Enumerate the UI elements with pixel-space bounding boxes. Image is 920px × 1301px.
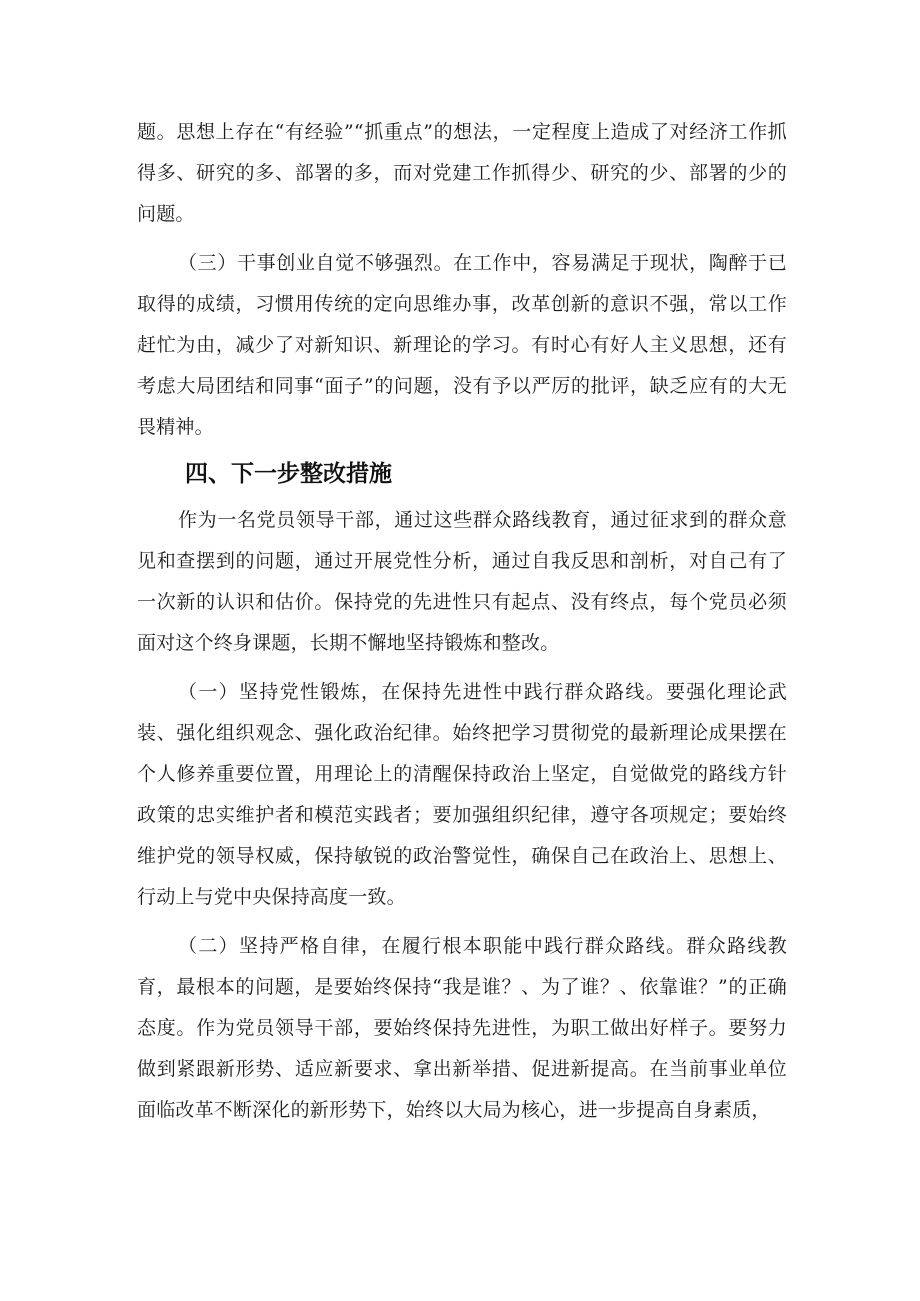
section-heading: 四、下一步整改措施 <box>185 461 392 487</box>
paragraph-intro: 作为一名党员领导干部，通过这些群众路线教育，通过征求到的群众意见和查摆到的问题，通过开展党性分析，通过自我反思和剖析，对自己有了一次新的认识和估价。保持党的先进性只有起点、没有终点，每个党员必须面对这个终身课题，长期不懈地坚持锻炼和整改。 <box>137 509 787 654</box>
document-body <box>137 112 787 1131</box>
paragraph-item-two: （二）坚持严格自律，在履行根本职能中践行群众路线。群众路线教育，最根本的问题，是要始终保持“我是谁？、为了谁？、依靠谁？”的正确态度。作为党员领导干部，要始终保持先进性，为职工做出好样子。要努力做到紧跟新形势、适应新要求、拿出新举措、促进新提高。在当前事业单位面临改革不断深化的新形势下，始终以大局为核心，进一步提高自身素质， <box>137 935 787 1121</box>
paragraph-item-three: （三）干事创业自觉不够强烈。在工作中，容易满足于现状，陶醉于已取得的成绩，习惯用传统的定向思维办事，改革创新的意识不强，常以工作赶忙为由，减少了对新知识、新理论的学习。有时心有好人主义思想，还有考虑大局团结和同事“面子”的问题，没有予以严厉的批评，缺乏应有的大无畏精神。 <box>137 252 787 438</box>
paragraph-item-one: （一）坚持党性锻炼，在保持先进性中践行群众路线。要强化理论武装、强化组织观念、强化政治纪律。始终把学习贯彻党的最新理论成果摆在个人修养重要位置，用理论上的清醒保持政治上坚定，自觉做党的路线方针政策的忠实维护者和模范实践者；要加强组织纪律，遵守各项规定；要始终维护党的领导权威，保持敏锐的政治警觉性，确保自己在政治上、思想上、行动上与党中央保持高度一致。 <box>137 681 787 908</box>
paragraph-continuation: 题。思想上存在“有经验”“抓重点”的想法，一定程度上造成了对经济工作抓得多、研究的多、部署的多，而对党建工作抓得少、研究的少、部署的少的问题。 <box>137 121 787 225</box>
